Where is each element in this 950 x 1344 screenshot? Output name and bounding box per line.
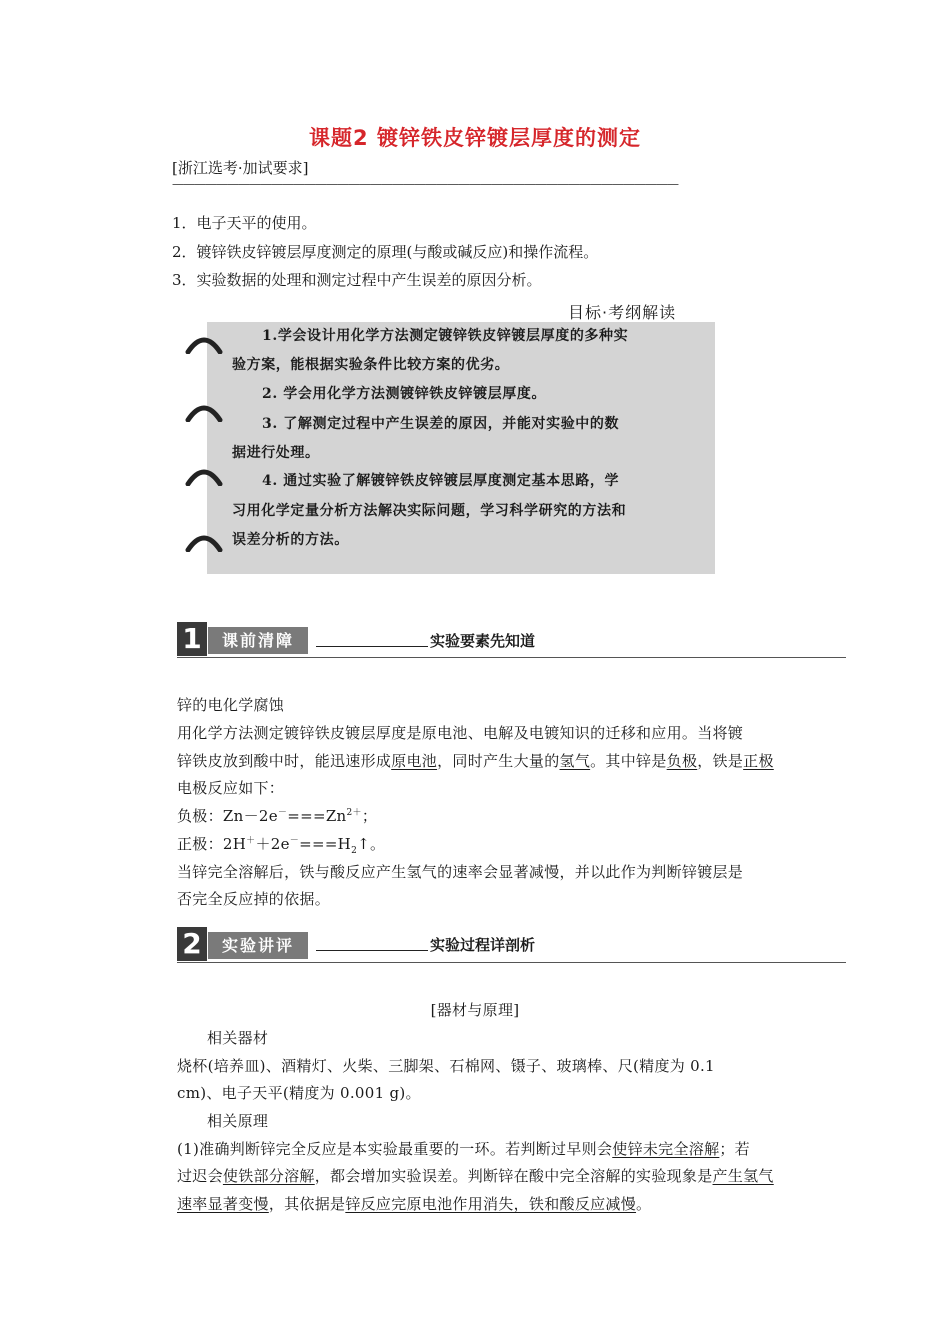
goal-line: 验方案，能根据实验条件比较方案的优劣。 (232, 357, 510, 373)
section-1-header (177, 622, 309, 656)
s1-paragraph-line: 否完全反应掉的依据。 (177, 890, 331, 908)
requirement-item: 3．实验数据的处理和测定过程中产生误差的原因分析。 (172, 271, 542, 289)
goals-label: 目标·考纲解读 (568, 303, 677, 322)
principle-line: 过迟会使铁部分溶解，都会增加实验误差。判断锌在酸中完全溶解的实验现象是产生氢气 (177, 1167, 774, 1185)
section-tag: 实验讲评 (208, 932, 308, 959)
divider-line: —————————————————————————————————————————————— (172, 177, 678, 191)
section-2-header (177, 927, 309, 961)
equipment-line: 烧杯(培养皿)、酒精灯、火柴、三脚架、石棉网、镊子、玻璃棒、尺(精度为 0.1 (177, 1057, 715, 1075)
ring-binder-icon (185, 530, 223, 552)
section-rule (177, 962, 846, 963)
ring-binder-icon (185, 332, 223, 354)
equipment-line: cm)、电子天平(精度为 0.001 g)。 (177, 1084, 421, 1102)
page-title: 课题2 镀锌铁皮锌镀层厚度的测定 (309, 126, 641, 150)
equipment-title: 相关器材 (207, 1029, 269, 1047)
section-2-subtitle: 实验过程详剖析 (316, 934, 535, 955)
requirements-header: [浙江选考·加试要求] (172, 159, 309, 177)
negative-electrode-equation: 负极：$Zn-2e^-===Zn^{2+}$； (177, 807, 378, 825)
ring-binder-icon (185, 464, 223, 486)
section-tag: 课前清障 (208, 627, 308, 654)
goal-line: 误差分析的方法。 (232, 532, 349, 548)
goal-line: 4. 通过实验了解镀锌铁皮锌镀层厚度测定基本思路，学 (262, 473, 620, 489)
goal-line: 2. 学会用化学方法测镀锌铁皮锌镀层厚度。 (262, 386, 547, 402)
section-number: 2 (177, 927, 207, 961)
section-1-subtitle: 实验要素先知道 (316, 630, 535, 651)
section-rule (177, 657, 846, 658)
requirement-item: 1．电子天平的使用。 (172, 214, 317, 232)
requirement-item: 2．镀锌铁皮锌镀层厚度测定的原理(与酸或碱反应)和操作流程。 (172, 243, 599, 261)
goal-line: 习用化学定量分析方法解决实际问题，学习科学研究的方法和 (232, 503, 627, 519)
s1-heading: 锌的电化学腐蚀 (177, 696, 285, 714)
s1-paragraph-line: 当锌完全溶解后，铁与酸反应产生氢气的速率会显著减慢，并以此作为判断锌镀层是 (177, 863, 744, 881)
s1-paragraph-line: 用化学方法测定镀锌铁皮镀层厚度是原电池、电解及电镀知识的迁移和应用。当将镀 (177, 724, 744, 742)
principle-title: 相关原理 (207, 1112, 269, 1130)
s1-paragraph-line: 锌铁皮放到酸中时，能迅速形成原电池，同时产生大量的氢气。其中锌是负极，铁是正极 (177, 752, 774, 770)
goal-line: 1.学会设计用化学方法测定镀锌铁皮锌镀层厚度的多种实 (262, 328, 629, 344)
goal-line: 3. 了解测定过程中产生误差的原因，并能对实验中的数 (262, 416, 620, 432)
s1-paragraph-line: 电极反应如下： (177, 779, 285, 797)
ring-binder-icon (185, 400, 223, 422)
goal-line: 据进行处理。 (232, 445, 320, 461)
principle-line: 速率显著变慢，其依据是锌反应完原电池作用消失，铁和酸反应减慢。 (177, 1195, 652, 1213)
section-number: 1 (177, 622, 207, 656)
principle-line: (1)准确判断锌完全反应是本实验最重要的一环。若判断过早则会使锌未完全溶解；若 (177, 1140, 750, 1158)
s2-center-heading: [器材与原理] (430, 1001, 520, 1019)
positive-electrode-equation: 正极：$2H^++2e^-===H_2↑$。 (177, 835, 386, 856)
